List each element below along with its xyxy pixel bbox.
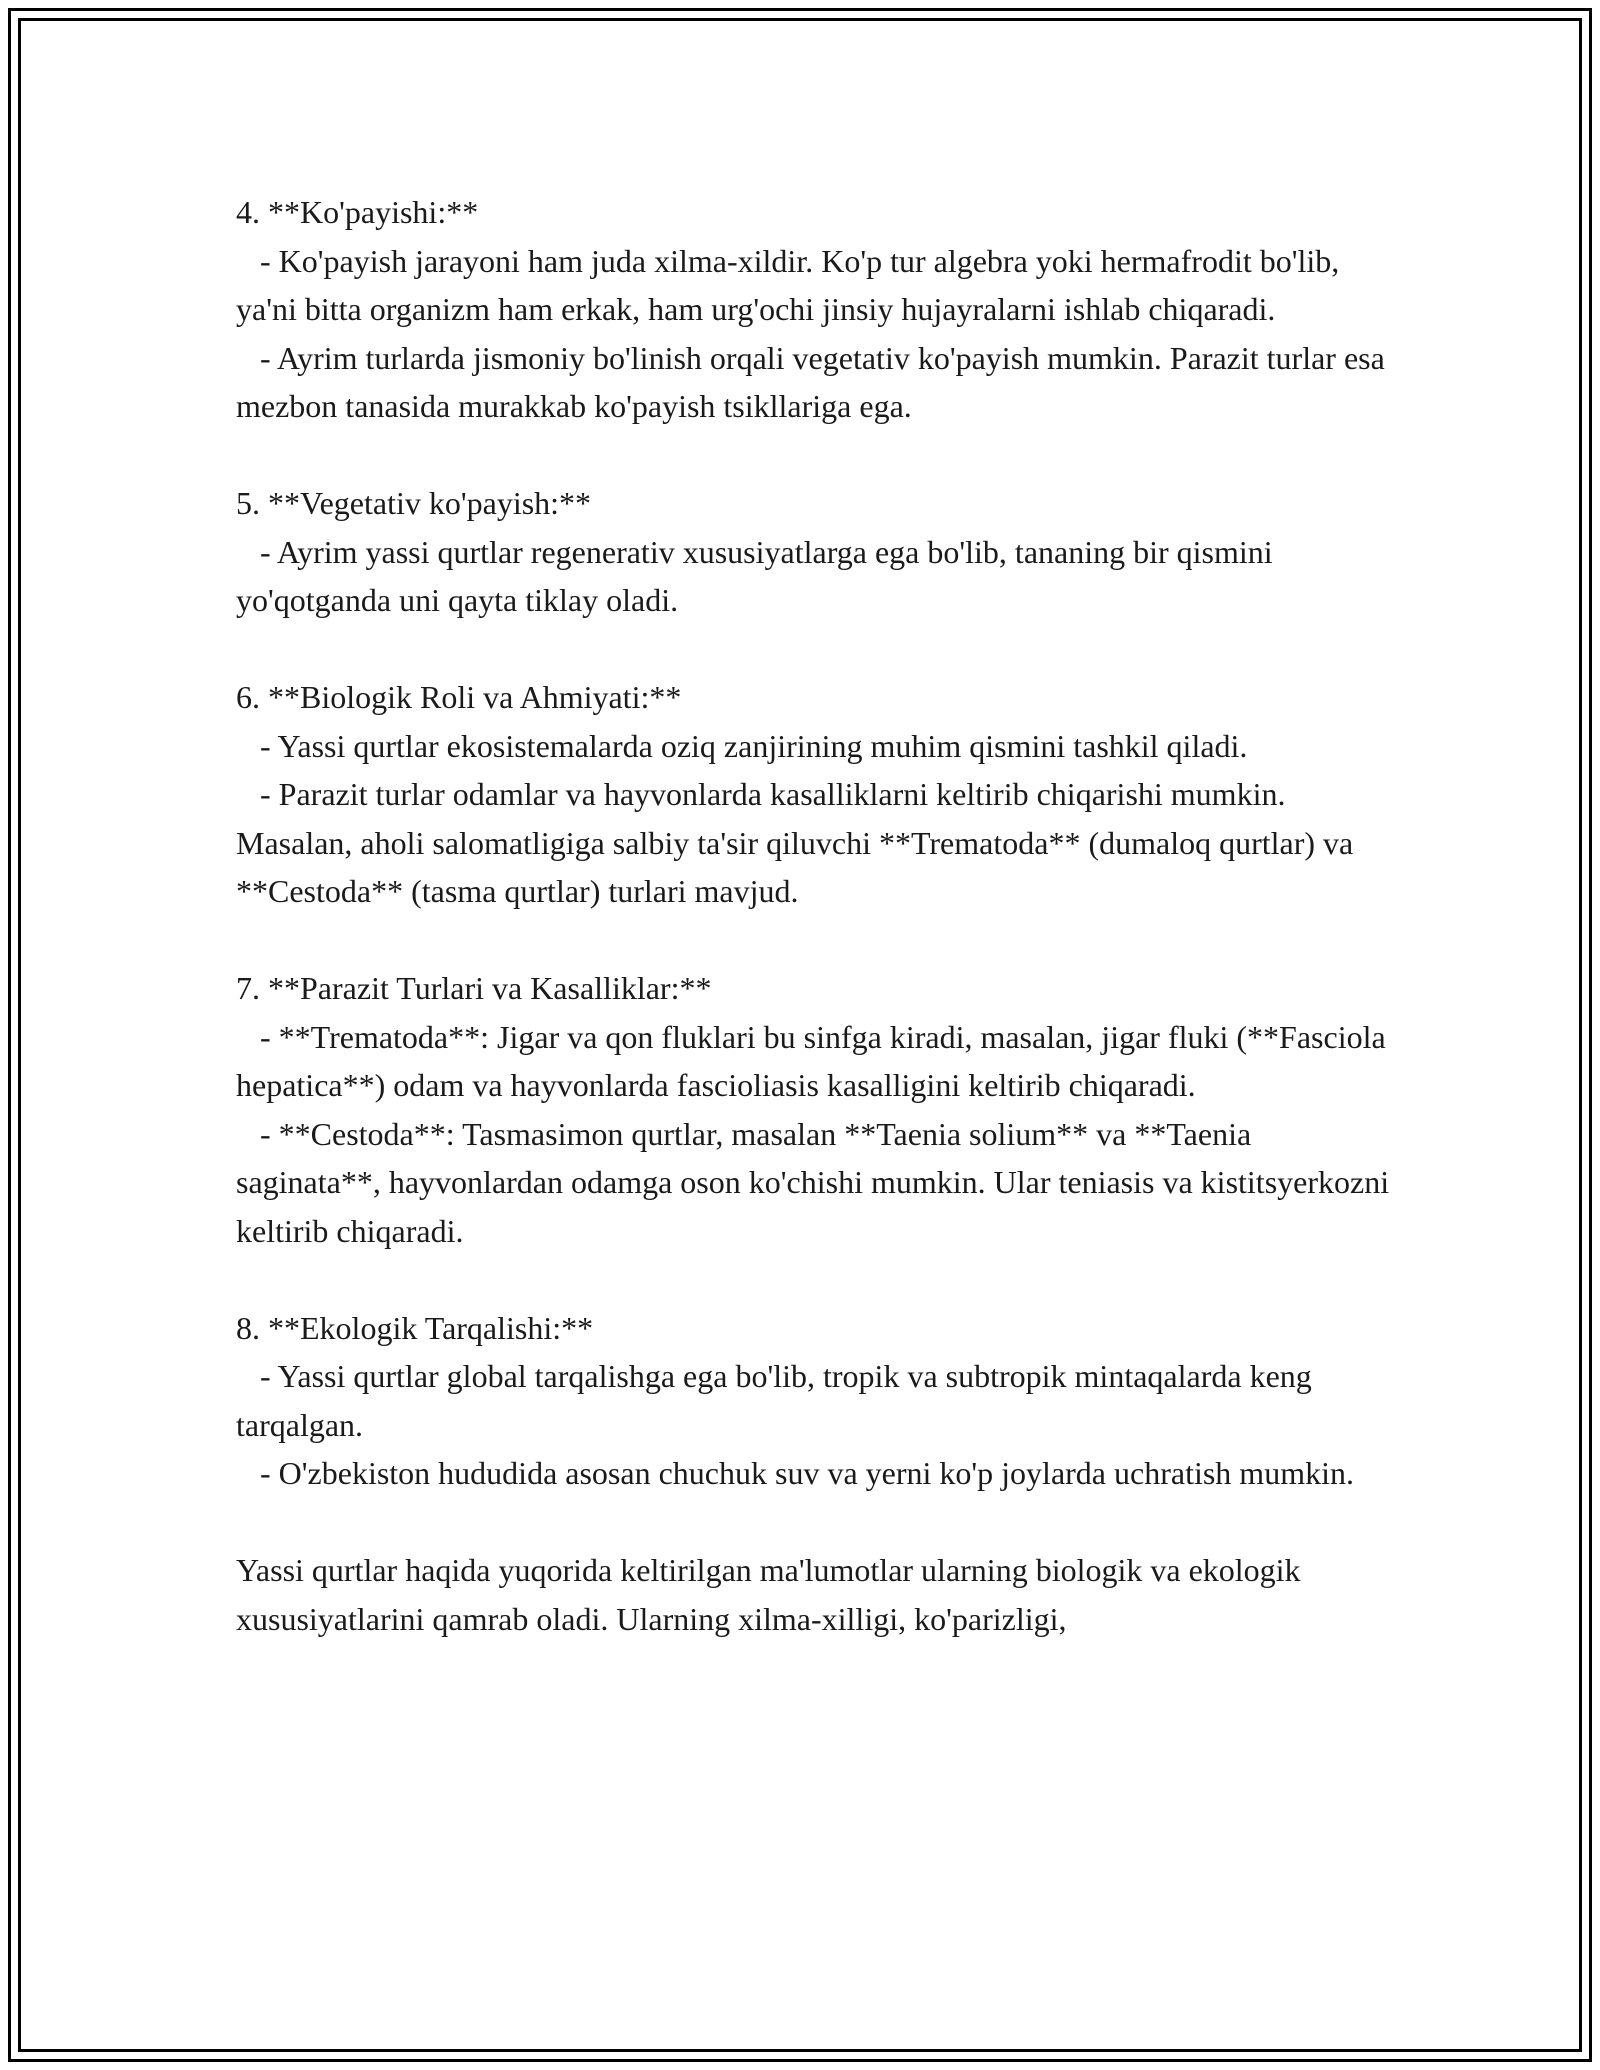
section-heading: 7. **Parazit Turlari va Kasalliklar:**: [236, 970, 712, 1006]
section-biologik-roli: [236, 673, 1396, 916]
bullet-item: - Ayrim turlarda jismoniy bo'linish orqali vegetativ ko'payish mumkin. Parazit turlar esa mezbon tanasida murakkab ko'payish tsikllariga ega.: [236, 339, 1393, 424]
section-heading: 8. **Ekologik Tarqalishi:**: [236, 1309, 594, 1346]
section-kopayishi: [236, 188, 1396, 431]
bullet-item: - O'zbekiston hududida asosan chuchuk suv va yerni ko'p joylarda uchratish mumkin.: [236, 1455, 1354, 1491]
section-heading: 5. **Vegetativ ko'payish:**: [236, 485, 592, 521]
bullet-item: - Ko'payish jarayoni ham juda xilma-xildir. Ko'p tur algebra yoki hermafrodit bo'lib, ya'ni bitta organizm ham erkak, ham urg'ochi jinsiy hujayralarni ishlab chiqaradi.: [236, 242, 1348, 327]
section-vegetativ-kopayish: [236, 479, 1396, 625]
section-ekologik-tarqalishi: [236, 1304, 1396, 1498]
document-body: [236, 188, 1396, 1643]
bullet-item: - **Trematoda**: Jigar va qon fluklari bu sinfga kiradi, masalan, jigar fluki (**Fasciola hepatica**) odam va hayvonlarda fascioliasis kasalligini keltirib chiqaradi.: [236, 1018, 1394, 1103]
conclusion-paragraph: Yassi qurtlar haqida yuqorida keltirilgan ma'lumotlar ularning biologik va ekologik xususiyatlarini qamrab oladi. Ularning xilma-xilligi, ko'parizligi,: [236, 1552, 1309, 1637]
bullet-item: - Yassi qurtlar global tarqalishga ega bo'lib, tropik va subtropik mintaqalarda keng tarqalgan.: [236, 1358, 1320, 1443]
bullet-item: - Yassi qurtlar ekosistemalarda oziq zanjirining muhim qismini tashkil qiladi.: [236, 727, 1248, 764]
bullet-item: - Ayrim yassi qurtlar regenerativ xususiyatlarga ega bo'lib, tananing bir qismini yo'qotganda uni qayta tiklay oladi.: [236, 533, 1281, 618]
section-parazit-turlari: [236, 964, 1396, 1255]
bullet-item: - **Cestoda**: Tasmasimon qurtlar, masalan **Taenia solium** va **Taenia saginata**, hayvonlardan odamga oson ko'chishi mumkin. Ular teniasis va kistitsyerkozni keltirib chiqaradi.: [236, 1115, 1398, 1249]
bullet-item: - Parazit turlar odamlar va hayvonlarda kasalliklarni keltirib chiqarishi mumkin. Masalan, aholi salomatligiga salbiy ta'sir qiluvchi **Trematoda** (dumaloq qurtlar) va **Cestoda** (tasma qurtlar) turlari mavjud.: [236, 776, 1362, 909]
section-heading: 4. **Ko'payishi:**: [236, 194, 479, 230]
section-heading: 6. **Biologik Roli va Ahmiyati:**: [236, 679, 682, 715]
